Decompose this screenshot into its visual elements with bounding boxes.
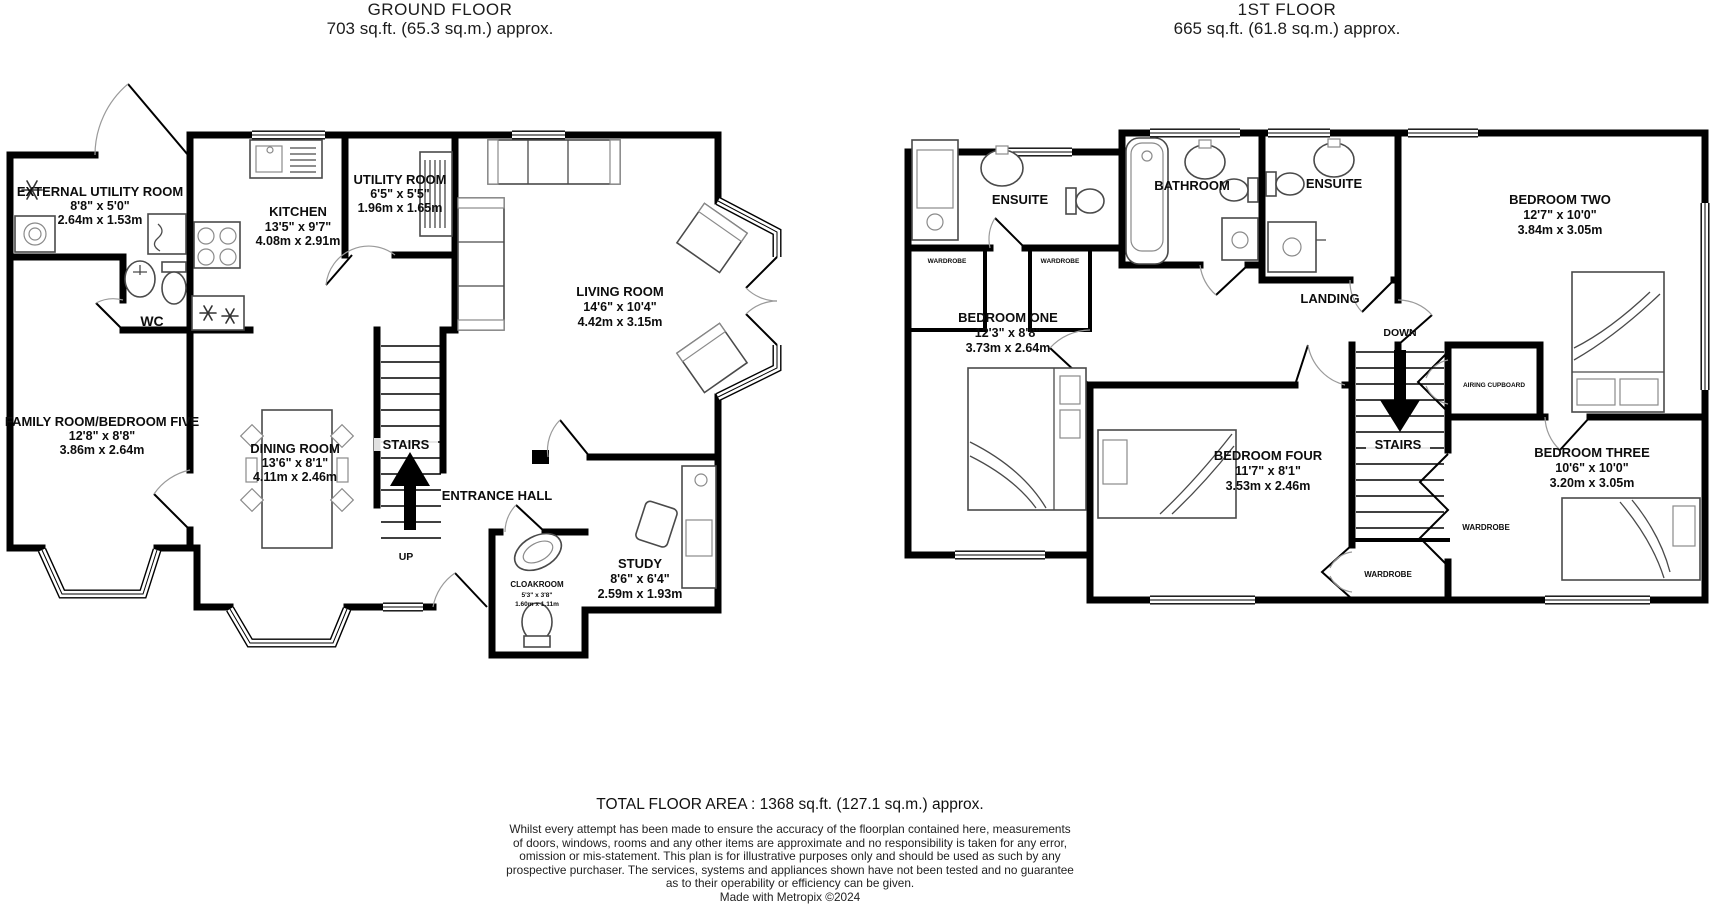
- ensuite-left-door: [989, 218, 1025, 248]
- toilet-icon: [1276, 173, 1304, 195]
- disclaimer-line-5: as to their operability or efficiency can be given.: [665, 876, 915, 891]
- footer: [66, 796, 1514, 905]
- up-arrow-head: [390, 452, 430, 486]
- basin-icon: [1185, 145, 1225, 179]
- bedroom-three-dims-ft: 10'6" x 10'0": [1555, 461, 1629, 475]
- living-room-hall-door: [547, 420, 590, 457]
- wc-door: [96, 299, 123, 330]
- bedroom-one-dims-m: 3.73m x 2.64m: [965, 341, 1051, 355]
- external-utility-dims-ft: 8'8" x 5'0": [70, 199, 130, 213]
- first-floor-title-area: 665 sq.ft. (61.8 sq.m.) approx.: [1173, 19, 1401, 38]
- dryer-icon: [148, 214, 186, 254]
- living-room-furniture: [458, 140, 747, 393]
- bedroom-four-label: BEDROOM FOUR: [1213, 448, 1323, 463]
- sofa-icon: [488, 140, 620, 184]
- ensuite-right-label: ENSUITE: [1305, 176, 1363, 191]
- basin-icon: [1314, 143, 1354, 177]
- bedroom-one-furniture: [968, 368, 1086, 510]
- family-room-dims-m: 3.86m x 2.64m: [59, 443, 145, 457]
- entrance-hall-label: ENTRANCE HALL: [441, 488, 553, 503]
- cloakroom-toilet-tank-icon: [524, 636, 550, 647]
- armchair-icon: [677, 323, 747, 392]
- wardrobe-bifold-doors: [1420, 454, 1448, 566]
- kitchen-dims-m: 4.08m x 2.91m: [255, 234, 341, 248]
- wardrobe-label-2: WARDROBE: [1040, 258, 1080, 265]
- ensuite-left-label: ENSUITE: [991, 192, 1049, 207]
- utility-label: UTILITY ROOM: [353, 172, 447, 187]
- external-utility-label: EXTERNAL UTILITY ROOM: [16, 184, 184, 199]
- living-room-label: LIVING ROOM: [576, 284, 664, 299]
- bedroom-four-dims-m: 3.53m x 2.46m: [1225, 479, 1311, 493]
- down-arrow-stem: [1394, 350, 1406, 400]
- wardrobe-label-1: WARDROBE: [927, 258, 967, 265]
- cloakroom-door: [505, 505, 545, 532]
- wardrobe-four-doors: [1322, 545, 1352, 599]
- external-utility-dims-m: 2.64m x 1.53m: [57, 213, 143, 227]
- utility-dims-m: 1.96m x 1.65m: [357, 201, 443, 215]
- living-room-french-doors: [746, 257, 777, 345]
- family-room-dims-ft: 12'8" x 8'8": [68, 429, 136, 443]
- back-door: [95, 84, 188, 155]
- disclaimer-line-3: omission or mis-statement. This plan is for illustrative purposes only and should be used as such by any: [519, 849, 1061, 864]
- desk-chair-icon: [635, 500, 679, 548]
- ground-floor-plan: [5, 84, 777, 655]
- ground-floor-title-name: GROUND FLOOR: [367, 0, 513, 19]
- wardrobe-label-3: WARDROBE: [1462, 523, 1510, 532]
- up-arrow-stem: [404, 484, 416, 530]
- bedroom-three-furniture: [1562, 498, 1700, 580]
- bedroom-two-furniture: [1572, 272, 1664, 412]
- utility-dims-ft: 6'5" x 5'5": [370, 187, 430, 201]
- front-door: [433, 573, 487, 607]
- dining-chair-icon: [331, 489, 354, 512]
- bedroom-two-dims-ft: 12'7" x 10'0": [1523, 208, 1597, 222]
- study-label: STUDY: [617, 556, 663, 571]
- cloakroom-dims-m: 1.60m x 1.11m: [515, 601, 559, 608]
- toilet-tank-icon: [1266, 172, 1276, 196]
- up-label: UP: [398, 551, 414, 563]
- ground-floor-title-area: 703 sq.ft. (65.3 sq.m.) approx.: [326, 19, 554, 38]
- sofa-small-icon: [458, 198, 504, 330]
- cloakroom-label: CLOAKROOM: [510, 580, 564, 589]
- kitchen-dims-ft: 13'5" x 9'7": [264, 220, 332, 234]
- bedroom-four-dims-ft: 11'7" x 8'1": [1235, 464, 1301, 478]
- disclaimer-line-2: of doors, windows, rooms and any other items are approximate and no responsibility is taken for any error,: [512, 835, 1068, 850]
- first-floor-plan: [908, 133, 1705, 600]
- first-floor-title-name: 1ST FLOOR: [1237, 0, 1337, 19]
- toilet-icon: [1076, 189, 1104, 213]
- bedroom-two-label: BEDROOM TWO: [1509, 192, 1611, 207]
- bedroom-three-dims-m: 3.20m x 3.05m: [1549, 476, 1635, 490]
- down-label: DOWN: [1383, 327, 1417, 339]
- toilet-tank-icon: [1066, 188, 1076, 214]
- bedroom-one-label: BEDROOM ONE: [958, 310, 1058, 325]
- total-floor-area: TOTAL FLOOR AREA : 1368 sq.ft. (127.1 sq.m.) approx.: [596, 796, 984, 813]
- cloakroom-dims-ft: 5'3" x 3'8": [521, 592, 553, 599]
- bathroom-door: [1200, 265, 1248, 295]
- wc-toilet-tank-icon: [162, 262, 186, 272]
- hall-wall-stub: [532, 450, 549, 464]
- metropix-credit: Made with Metropix ©2024: [719, 889, 861, 904]
- kitchen-label: KITCHEN: [269, 204, 327, 219]
- dining-room-bay-window: [230, 609, 347, 643]
- wardrobe-label-4: WARDROBE: [1364, 570, 1412, 579]
- family-room-label: FAMILY ROOM/BEDROOM FIVE: [4, 414, 200, 429]
- family-room-door: [154, 470, 190, 530]
- ground-stairs-label: STAIRS: [382, 437, 430, 452]
- wc-label: WC: [140, 313, 164, 329]
- dining-chair-icon: [241, 489, 264, 512]
- landing-label: LANDING: [1300, 291, 1360, 306]
- toilet-tank-icon: [1248, 178, 1258, 202]
- ensuite-right-fixtures: [1266, 139, 1354, 272]
- disclaimer-line-4: prospective purchaser. The services, systems and appliances shown have not been tested and no guarantee: [506, 862, 1074, 877]
- bedroom-four-door: [1295, 345, 1345, 385]
- bathroom-fixtures: [1126, 138, 1258, 264]
- study-dims-ft: 8'6" x 6'4": [610, 572, 670, 586]
- family-room-bay-window: [42, 550, 157, 594]
- study-dims-m: 2.59m x 1.93m: [597, 587, 683, 601]
- dining-room-label: DINING ROOM: [250, 441, 340, 456]
- disclaimer-line-1: Whilst every attempt has been made to ensure the accuracy of the floorplan contained here, measurements: [509, 822, 1071, 836]
- wc-fixtures: [125, 261, 186, 304]
- bedroom-four-furniture: [1098, 430, 1236, 518]
- bedroom-two-dims-m: 3.84m x 3.05m: [1517, 223, 1603, 237]
- airing-cupboard-label: AIRING CUPBOARD: [1462, 382, 1526, 389]
- bedroom-three-label: BEDROOM THREE: [1534, 445, 1650, 460]
- basin-icon: [981, 150, 1023, 186]
- living-room-dims-ft: 14'6" x 10'4": [583, 300, 657, 314]
- wc-toilet-icon: [162, 272, 186, 304]
- bedroom-one-dims-ft: 12'3" x 8'8": [974, 326, 1042, 340]
- dining-chair-icon: [337, 458, 348, 482]
- dining-room-dims-m: 4.11m x 2.46m: [252, 470, 338, 484]
- dining-room-dims-ft: 13'6" x 8'1": [261, 456, 329, 470]
- living-room-dims-m: 4.42m x 3.15m: [577, 315, 663, 329]
- bathroom-label: BATHROOM: [1154, 178, 1230, 193]
- first-stairs-label: STAIRS: [1374, 437, 1422, 452]
- airing-cupboard-doors: [1418, 352, 1448, 412]
- utility-door: [326, 246, 395, 285]
